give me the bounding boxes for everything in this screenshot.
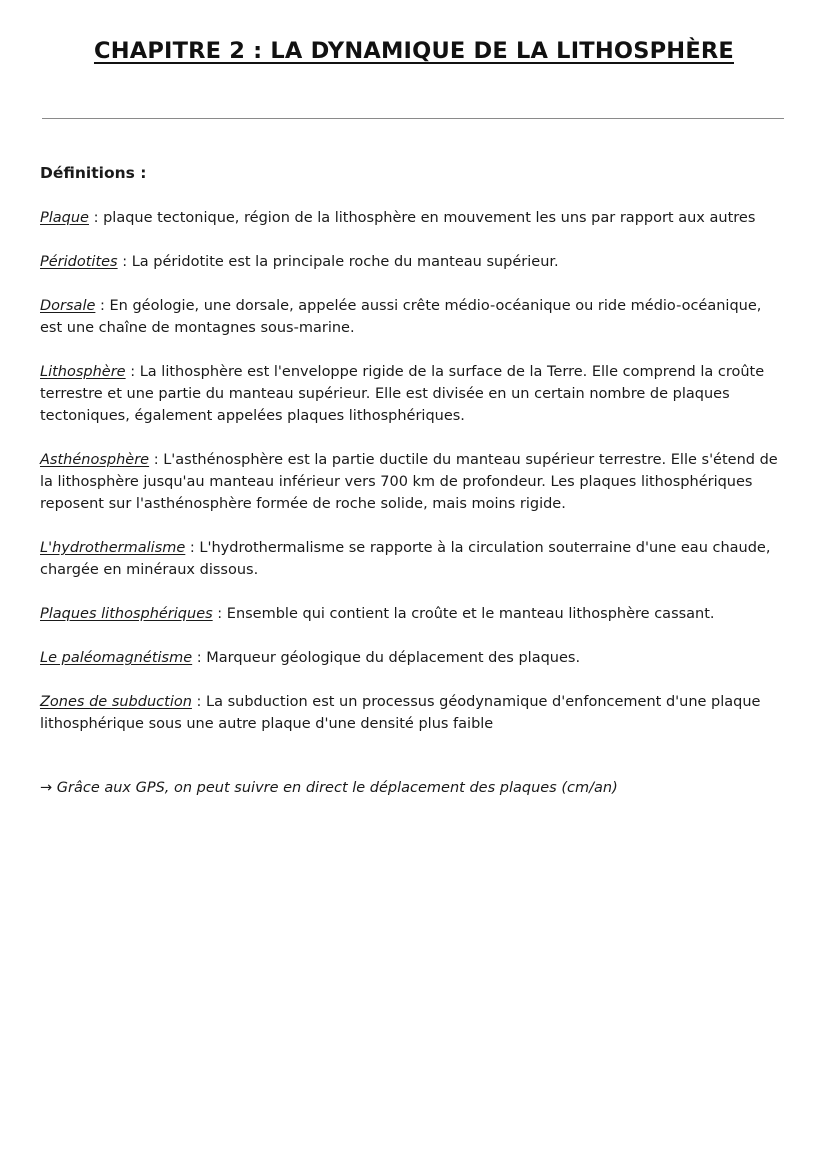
definition-term: Plaques lithosphériques bbox=[40, 606, 213, 622]
definition-term: Dorsale bbox=[40, 298, 96, 314]
definition-term: Asthénosphère bbox=[40, 452, 150, 468]
definition-item bbox=[40, 603, 788, 625]
definitions-section bbox=[40, 162, 788, 814]
definition-text: plaque tectonique, région de la lithosphère en mouvement les uns par rapport aux autres bbox=[103, 210, 756, 226]
definition-item bbox=[40, 361, 788, 427]
definition-text: La lithosphère est l'enveloppe rigide de la surface de la Terre. Elle comprend la croûte terrestre et une partie du manteau supérieur. Elle est divisée en un certain nombre de plaques tectoniques, également appelées plaques lithosphériques. bbox=[40, 364, 765, 424]
definition-item bbox=[40, 251, 788, 273]
definition-item bbox=[40, 537, 788, 581]
definition-text: Ensemble qui contient la croûte et le manteau lithosphère cassant. bbox=[226, 606, 715, 622]
definition-term: Zones de subduction bbox=[40, 694, 192, 710]
definition-item bbox=[40, 295, 788, 339]
definition-separator: : bbox=[191, 694, 207, 710]
definition-term: Péridotites bbox=[40, 254, 118, 270]
section-heading: Définitions : bbox=[40, 164, 147, 182]
definition-item bbox=[40, 691, 788, 735]
definition-separator: : bbox=[185, 540, 200, 556]
definition-separator: : bbox=[88, 210, 104, 226]
definition-item bbox=[40, 449, 788, 515]
definition-separator: : bbox=[95, 298, 110, 314]
definition-text: L'hydrothermalisme se rapporte à la circulation souterraine d'une eau chaude, chargée en minéraux dissous. bbox=[40, 540, 771, 578]
definition-text: La subduction est un processus géodynamique d'enfoncement d'une plaque lithosphérique sous une autre plaque d'une densité plus faible bbox=[40, 694, 761, 732]
page-title: CHAPITRE 2 : LA DYNAMIQUE DE LA LITHOSPHÈRE bbox=[93, 38, 734, 64]
definition-separator: : bbox=[212, 606, 227, 622]
definition-term: Plaque bbox=[40, 210, 89, 226]
gps-note: → Grâce aux GPS, on peut suivre en direct le déplacement des plaques (cm/an) bbox=[40, 780, 618, 796]
definition-text: La péridotite est la principale roche du manteau supérieur. bbox=[131, 254, 559, 270]
definition-separator: : bbox=[117, 254, 132, 270]
definition-item bbox=[40, 207, 788, 229]
definition-term: Lithosphère bbox=[40, 364, 126, 380]
definition-separator: : bbox=[192, 650, 207, 666]
definition-separator: : bbox=[149, 452, 164, 468]
definition-separator: : bbox=[125, 364, 140, 380]
definition-term: L'hydrothermalisme bbox=[40, 540, 186, 556]
horizontal-divider bbox=[42, 118, 784, 119]
definition-item bbox=[40, 647, 788, 669]
definition-text: Marqueur géologique du déplacement des plaques. bbox=[206, 650, 581, 666]
definition-term: Le paléomagnétisme bbox=[40, 650, 193, 666]
definition-text: L'asthénosphère est la partie ductile du manteau supérieur terrestre. Elle s'étend de la lithosphère jusqu'au manteau inférieur vers 700 km de profondeur. Les plaques lithosphériques reposent sur l'asthénosphère formée de roche solide, mais moins rigide. bbox=[40, 452, 778, 512]
definition-text: En géologie, une dorsale, appelée aussi crête médio-océanique ou ride médio-océanique, est une chaîne de montagnes sous-marine. bbox=[40, 298, 762, 336]
